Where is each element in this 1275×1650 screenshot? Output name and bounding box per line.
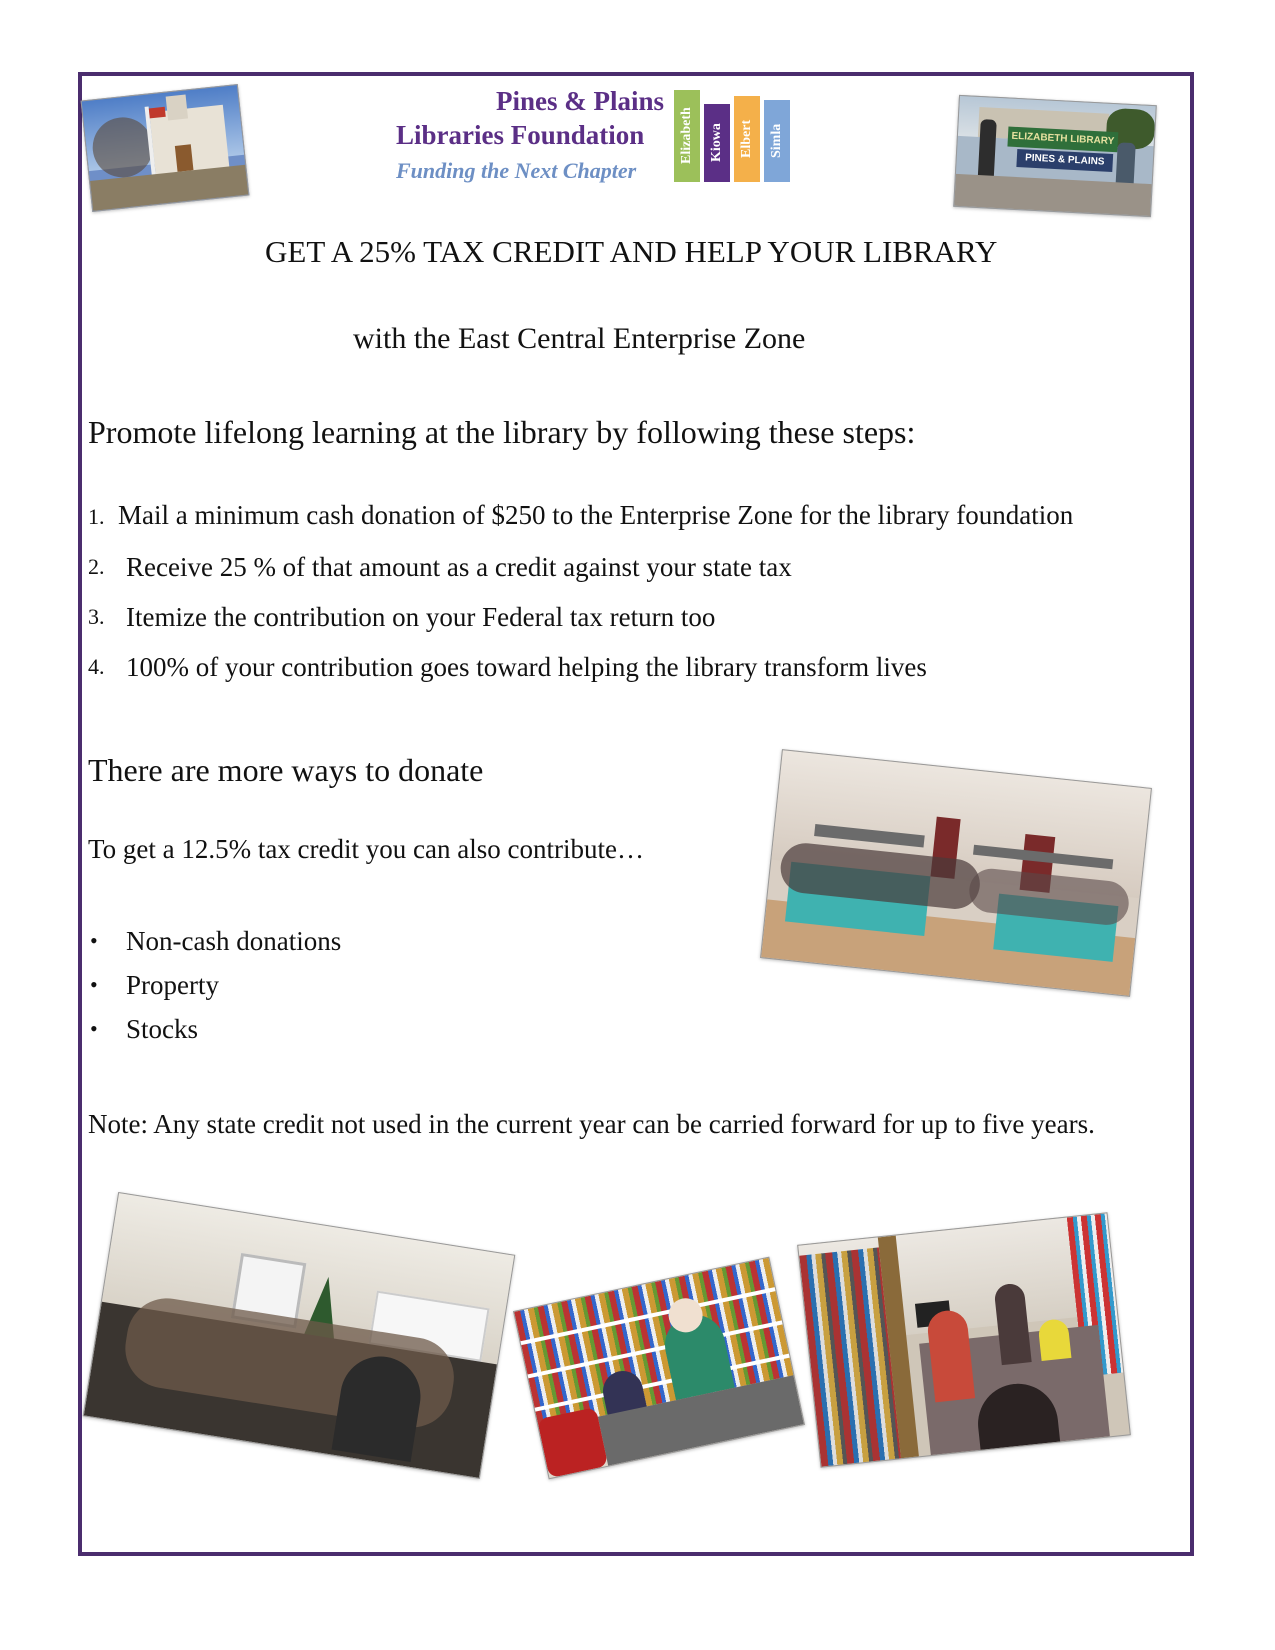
step-item [88,496,1186,536]
sign-line-2: PINES & PLAINS [1016,149,1113,172]
step-text: Mail a minimum cash donation of $250 to the Enterprise Zone for the library foundation [118,500,1074,530]
step-text: Receive 25 % of that amount as a credit against your state tax [126,552,792,582]
step-item [88,598,1186,636]
logo-line-1: Pines & Plains [496,86,665,116]
step-text: Itemize the contribution on your Federal tax return too [126,602,716,632]
also-contribute-text: To get a 12.5% tax credit you can also contribute… [88,834,644,864]
donation-types-list [88,922,341,1054]
step-item [88,648,1186,686]
step-number: 3. [88,604,105,629]
list-item-text: Property [126,970,219,1000]
step-number: 1. [88,504,105,529]
logo-book-elizabeth: Elizabeth [674,90,700,182]
library-sign-photo [953,95,1157,217]
list-item-text: Non-cash donations [126,926,342,956]
library-storytime-photo [797,1212,1131,1467]
note-text: Note: Any state credit not used in the current year can be carried forward for up to five years. [88,1109,1095,1139]
logo-line-2: Libraries Foundation [396,120,645,150]
bullet-icon: • [90,1016,98,1041]
bullet-icon: • [90,928,98,953]
step-text: 100% of your contribution goes toward helping the library transform lives [126,652,927,682]
bullet-icon: • [90,972,98,997]
step-number: 4. [88,654,105,679]
list-item-text: Stocks [126,1014,199,1044]
church-photo [81,84,250,212]
logo-book-simla: Simla [764,100,790,182]
list-item [88,1010,341,1054]
step-item [88,548,1186,586]
steps-list [88,496,1186,698]
page-title: GET A 25% TAX CREDIT AND HELP YOUR LIBRARY [265,234,998,269]
list-item [88,922,341,966]
foundation-logo [396,84,826,194]
logo-book-elbert: Elbert [734,96,760,182]
list-item [88,966,341,1010]
logo-book-kiowa: Kiowa [704,104,730,182]
community-event-photo [760,749,1152,997]
more-ways-heading: There are more ways to donate [88,752,484,788]
page-subtitle: with the East Central Enterprise Zone [353,322,806,355]
promote-heading: Promote lifelong learning at the library by following these steps: [88,414,916,450]
sign-line-1: ELIZABETH LIBRARY [1007,127,1118,153]
step-number: 2. [88,554,105,579]
logo-tagline: Funding the Next Chapter [396,158,637,183]
